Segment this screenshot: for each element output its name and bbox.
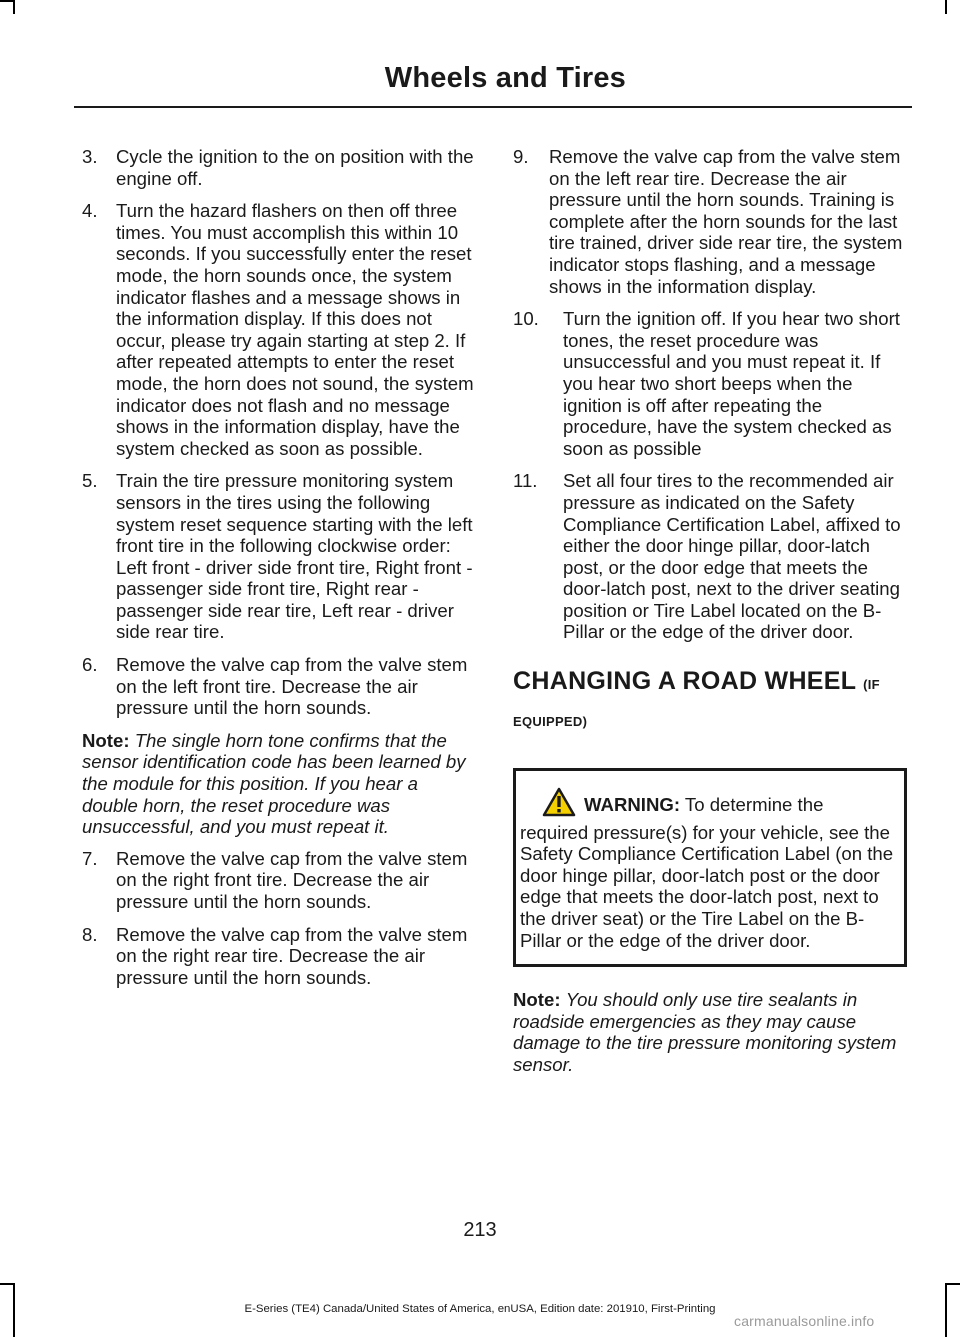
step-3 [82, 146, 476, 189]
step-text: Remove the valve cap from the valve stem on the right rear tire. Decrease the air pressure until the horn sounds. [116, 923, 468, 988]
step-text: Train the tire pressure monitoring system sensors in the tires using the following system reset sequence starting with the left front tire in the following clockwise order: Left front - driver side front tire, Right front - passenger side front tire, Right rear - passenger side rear tire, Left rear - driver side rear tire. [116, 470, 473, 643]
warning-label: WARNING: [584, 794, 681, 816]
watermark: carmanualsonline.info [734, 1313, 875, 1329]
step-text: Cycle the ignition to the on position with the engine off. [116, 146, 474, 189]
step-10 [513, 308, 907, 459]
crop-mark-bottom-right-h [946, 1283, 960, 1285]
note-label: Note: [82, 729, 130, 751]
step-text: Set all four tires to the recommended air pressure as indicated on the Safety Compliance Certification Label, affixed to either the door hinge pillar, door-latch post, or the door edge that meets the door-latch post, next to the driver seating position or Tire Label located on the B-Pillar or the edge of the driver door. [563, 470, 901, 643]
step-text: Turn the hazard flashers on then off three times. You must accomplish this within 10 seconds. If you successfully enter the reset mode, the horn sounds once, the system indicator flashes and a message shows in the information display. If this does not occur, please try again starting at step 2. If after repeated attempts to enter the reset mode, the horn does not sound, the system indicator does not flash and no message shows in the information display, have the system checked as soon as possible. [116, 200, 474, 459]
note-label: Note: [513, 989, 561, 1011]
step-number: 6. [82, 654, 98, 676]
section-heading-suffix: (IF [863, 677, 880, 693]
right-column [513, 146, 907, 1086]
crop-mark-top-left-v [13, 0, 15, 14]
page-title: Wheels and Tires [384, 62, 626, 94]
step-number: 8. [82, 923, 98, 945]
note-horn-tone [82, 730, 476, 838]
step-11 [513, 470, 907, 643]
section-heading-suffix-2: EQUIPPED) [513, 714, 588, 730]
crop-mark-bottom-left-h [0, 1283, 14, 1285]
crop-mark-top-left [0, 0, 14, 2]
step-6 [82, 654, 476, 719]
step-number: 7. [82, 847, 98, 869]
step-number: 9. [513, 146, 529, 167]
section-heading-text: CHANGING A ROAD WHEEL [513, 667, 856, 696]
edition-line: E-Series (TE4) Canada/United States of America, enUSA, Edition date: 201910, First-Printing [244, 1303, 716, 1315]
step-number: 5. [82, 470, 98, 492]
note-text: The single horn tone confirms that the sensor identification code has been learned by the module for this position. If you hear a double horn, the reset procedure was unsuccessful, and you must repeat it. [82, 729, 466, 838]
step-4 [82, 200, 476, 459]
warning-text: To determine the required pressure(s) for your vehicle, see the Safety Compliance Certification Label (on the door hinge pillar, door-latch post or the door edge that meets the door-latch post, next to the driver seat) or the Tire Label on the B-Pillar or the edge of the driver door. [520, 794, 894, 951]
step-number: 4. [82, 200, 98, 222]
header-divider [74, 106, 912, 108]
note-text: You should only use tire sealants in roadside emergencies as they may cause damage to the tire pressure monitoring system sensor. [513, 989, 897, 1075]
warning-box [513, 768, 907, 967]
warning-triangle-icon [542, 787, 576, 822]
step-number: 3. [82, 146, 98, 167]
section-heading [513, 665, 907, 731]
step-text: Remove the valve cap from the valve stem on the left rear tire. Decrease the air pressure until the horn sounds. Training is complete after the horn sounds for the last tire trained, driver side rear tire, the system indicator stops flashing, and a message shows in the information display. [549, 146, 903, 297]
crop-mark-top-right [945, 0, 947, 14]
step-text: Turn the ignition off. If you hear two short tones, the reset procedure was unsuccessful and you must repeat it. If you hear two short beeps when the ignition is off after repeating the procedure, have the system checked as soon as possible [563, 308, 900, 459]
step-7 [82, 848, 476, 913]
step-5 [82, 470, 476, 643]
page-number: 213 [463, 1219, 497, 1241]
step-number: 11. [513, 470, 538, 492]
step-number: 10. [513, 308, 539, 330]
step-9 [513, 146, 907, 297]
left-column [82, 146, 476, 999]
step-8 [82, 924, 476, 989]
step-text: Remove the valve cap from the valve stem on the left front tire. Decrease the air pressure until the horn sounds. [116, 654, 468, 719]
step-text: Remove the valve cap from the valve stem on the right front tire. Decrease the air pressure until the horn sounds. [116, 847, 468, 912]
note-tire-sealants [513, 989, 907, 1075]
